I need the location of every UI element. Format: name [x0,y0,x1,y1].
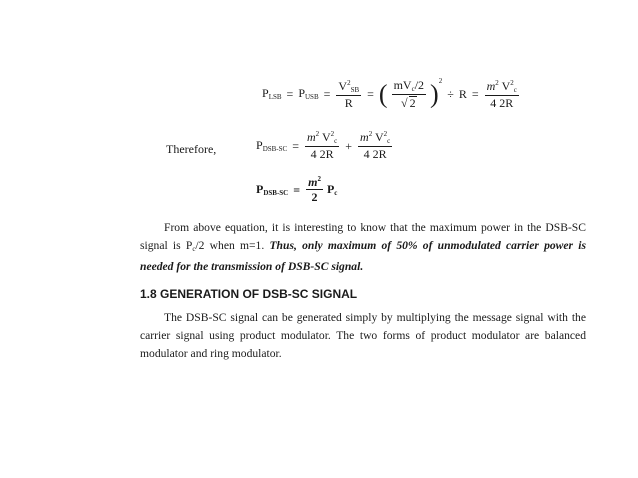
paragraph-generation: The DSB-SC signal can be generated simply by multiplying the message signal with the carrier signal using product modulator. The two forms of product modulator are balanced modulator and ring modulator. [140,311,586,360]
paragraph-text-a: From above equation, it is interesting to know that the maximum power in the DSB-SC signal is P [140,221,586,252]
equation-lsb-usb-power: $P_{LSB} = P_{USB}$ = $\frac{V^2_{SB}}{R}$ = ( $\frac{mV_c/2}{√ 2}$ )$^2$ ÷ R = $\frac{m^2 V^2_c}{4 2R}$ [262,77,517,111]
paragraph-max-power: From above equation, it is interesting to know that the maximum power in the DSB-SC signal is $P_c/2$ when m=1. Thus, only maximum of 50% of unmodulated carrier power is needed for the transmission of DSB-SC signal. [140,221,587,273]
therefore-label: Therefore, [166,142,217,156]
section-heading: 1.8 GENERATION OF DSB-SC SIGNAL [140,287,358,301]
equation-dsbsc-simplified: $P_{DSB-SC}$ = $\frac{m^2}{2}$ $P_c$ [256,175,338,204]
paragraph-emphasis: Thus, only maximum of 50% of unmodulated carrier power is needed for the transmission of DSB-SC signal. [140,239,587,273]
paragraph-text-b: /2 when m=1. [195,239,270,252]
equation-dsbsc-power: $P_{DSB-SC}$ = $\frac{m^2 V^2_c}{4 2R}$ + $\frac{m^2 V^2_c}{4 2R}$ [256,130,391,161]
